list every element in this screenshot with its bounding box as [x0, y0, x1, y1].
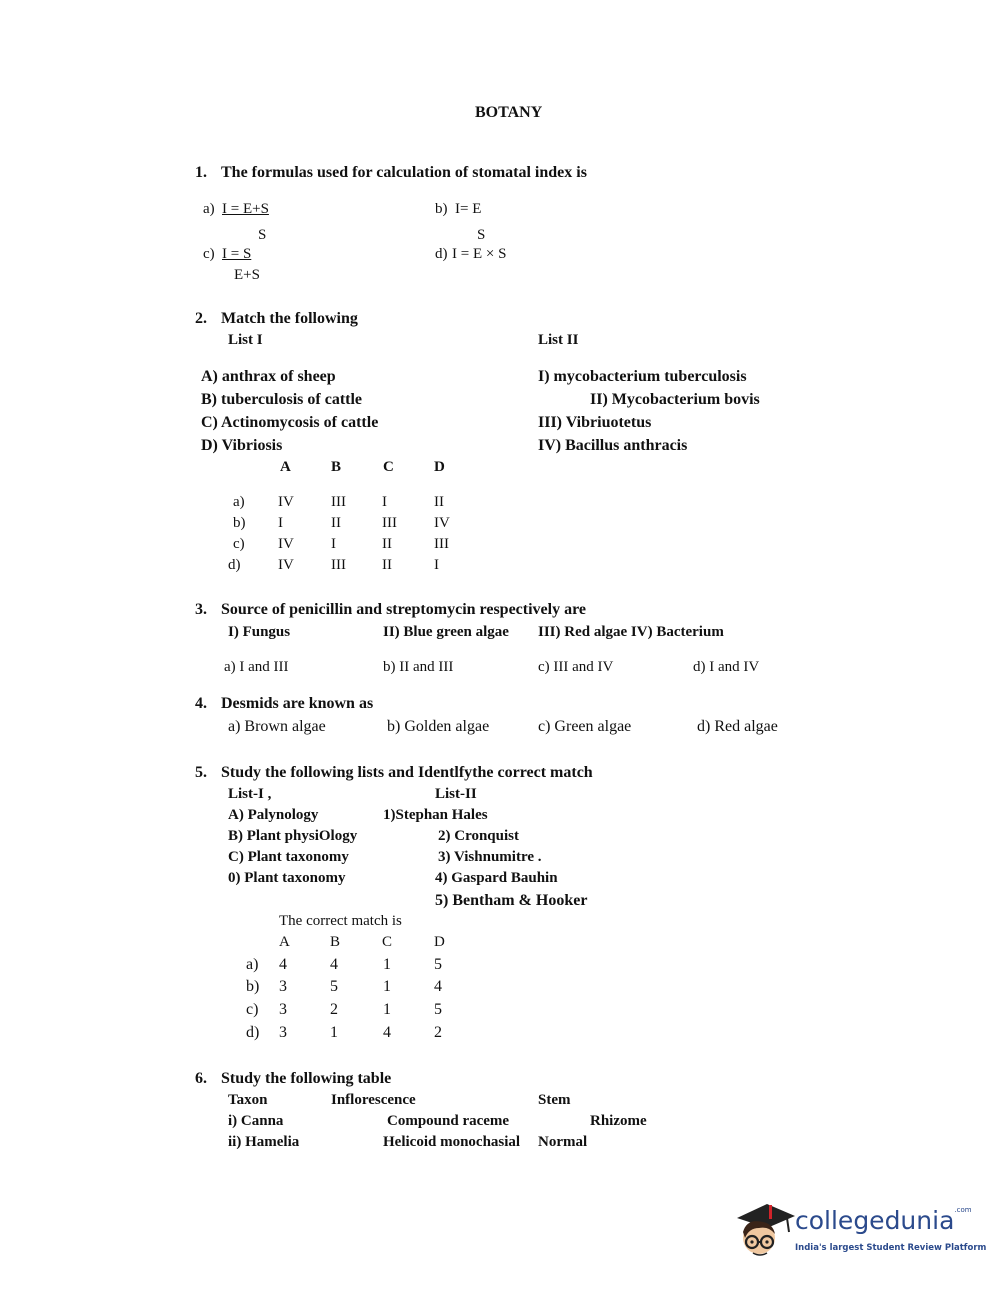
q5-option-value: 1 [383, 1001, 391, 1018]
q2-list2-item: II) Mycobacterium bovis [590, 391, 760, 408]
q2-option-value: I [434, 557, 439, 573]
q1-option-a-label: a) [203, 201, 215, 217]
q2-list1-item: A) anthrax of sheep [201, 368, 336, 385]
q5-option-value: 1 [330, 1024, 338, 1041]
q5-option-label: c) [246, 1001, 259, 1018]
q4-option: a) Brown algae [228, 718, 326, 735]
q6-table-cell: Compound raceme [387, 1113, 510, 1129]
mascot-icon [733, 1198, 795, 1264]
q6-table-cell: Normal [538, 1134, 588, 1150]
q2-option-value: II [331, 515, 341, 531]
q5-list1-item: 0) Plant taxonomy [228, 870, 346, 886]
q2-list1-heading: List I [228, 332, 263, 348]
q4-option: d) Red algae [697, 718, 778, 735]
q5-list1-item: C) Plant taxonomy [228, 849, 349, 865]
q1-option-b-denominator: S [477, 227, 486, 243]
q1-option-b-numerator: I= E [455, 201, 482, 217]
q5-option-value: 4 [330, 956, 338, 973]
q2-col-head: C [383, 459, 394, 475]
q6-table-cell: Helicoid monochasial [383, 1134, 521, 1150]
q5-list2-item: 3) Vishnumitre . [438, 849, 542, 865]
q6-table-cell: Rhizome [590, 1113, 647, 1129]
q3-item: III) Red algae IV) Bacterium [538, 624, 724, 640]
q2-option-value: III [434, 536, 449, 552]
q1-option-a-numerator: I = E+S [222, 201, 269, 217]
q1-option-b-label: b) [435, 201, 448, 217]
q3-item: II) Blue green algae [383, 624, 509, 640]
q2-list1-item: C) Actinomycosis of cattle [201, 414, 379, 431]
q5-match-text: The correct match is [279, 913, 402, 929]
brand-name: collegedunia$^{.com}$ [795, 1206, 972, 1235]
question-3-number: 3. [195, 601, 207, 618]
q3-option: d) I and IV [693, 659, 760, 675]
q5-option-label: b) [246, 978, 260, 995]
q5-option-value: 3 [279, 978, 287, 995]
collegedunia-logo [733, 1198, 987, 1266]
question-6-text: Study the following table [221, 1070, 392, 1087]
q2-option-value: IV [278, 494, 294, 510]
q2-option-value: I [382, 494, 387, 510]
q5-option-value: 1 [383, 956, 391, 973]
q2-option-label: a) [233, 494, 245, 510]
q5-col-head: B [330, 934, 341, 950]
q2-option-value: II [382, 536, 392, 552]
page-title: BOTANY [475, 104, 543, 121]
q2-list2-item: III) Vibriuotetus [538, 414, 652, 431]
q2-col-head: D [434, 459, 445, 475]
q2-option-value: III [382, 515, 397, 531]
q2-col-head: B [331, 459, 342, 475]
q2-option-value: I [331, 536, 336, 552]
q1-option-c-label: c) [203, 246, 215, 262]
q1-option-c-denominator: E+S [234, 267, 260, 283]
question-4-text: Desmids are known as [221, 695, 374, 712]
q5-option-value: 3 [279, 1024, 287, 1041]
question-4-number: 4. [195, 695, 207, 712]
question-3-text: Source of penicillin and streptomycin respectively are [221, 601, 587, 618]
q2-option-label: c) [233, 536, 245, 552]
q2-option-value: I [278, 515, 283, 531]
question-1-text: The formulas used for calculation of stomatal index is [221, 164, 587, 181]
q1-option-d-text: I = E × S [452, 246, 507, 262]
q5-option-value: 5 [434, 956, 442, 973]
q5-list2-item: 4) Gaspard Bauhin [435, 870, 558, 886]
q1-option-c-numerator: I = S [222, 246, 252, 262]
q4-option: c) Green algae [538, 718, 632, 735]
q5-list1-heading: List-I , [228, 786, 272, 802]
question-2-number: 2. [195, 310, 207, 327]
q2-col-head: A [280, 459, 291, 475]
q5-option-value: 5 [434, 1001, 442, 1018]
q2-option-value: IV [278, 536, 294, 552]
question-1-number: 1. [195, 164, 207, 181]
q5-col-head: C [382, 934, 393, 950]
q2-list1-item: D) Vibriosis [201, 437, 283, 454]
q5-option-value: 4 [434, 978, 442, 995]
q5-option-value: 2 [434, 1024, 442, 1041]
q2-option-value: III [331, 557, 346, 573]
q5-option-label: d) [246, 1024, 260, 1041]
q6-table-header: Inflorescence [331, 1092, 416, 1108]
q2-list2-item: IV) Bacillus anthracis [538, 437, 688, 454]
q5-option-value: 4 [383, 1024, 391, 1041]
q6-table-header: Taxon [228, 1092, 268, 1108]
q5-list2-heading: List-II [435, 786, 477, 802]
question-5-number: 5. [195, 764, 207, 781]
q5-list1-item: A) Palynology [228, 807, 319, 823]
q2-option-value: III [331, 494, 346, 510]
q2-list2-heading: List II [538, 332, 579, 348]
q2-option-label: d) [228, 557, 241, 573]
q6-table-cell: ii) Hamelia [228, 1134, 300, 1150]
brand-suffix: .com [954, 1206, 972, 1214]
q1-option-a-denominator: S [258, 227, 267, 243]
q5-list2-item: 2) Cronquist [438, 828, 519, 844]
q5-list2-item: 1)Stephan Hales [383, 807, 488, 823]
q5-option-value: 3 [279, 1001, 287, 1018]
brand-tagline: India's largest Student Review Platform [795, 1243, 987, 1253]
q5-list1-item: B) Plant physiOlogy [228, 828, 358, 844]
q4-option: b) Golden algae [387, 718, 490, 735]
q5-option-label: a) [246, 956, 259, 973]
q2-option-value: II [434, 494, 444, 510]
q3-option: c) III and IV [538, 659, 614, 675]
q2-option-value: II [382, 557, 392, 573]
q6-table-header: Stem [538, 1092, 571, 1108]
q6-table-cell: i) Canna [228, 1113, 284, 1129]
q3-option: b) II and III [383, 659, 454, 675]
question-5-text: Study the following lists and Identlfythe correct match [221, 764, 593, 781]
q2-option-value: IV [434, 515, 450, 531]
q5-option-value: 5 [330, 978, 338, 995]
q5-option-value: 4 [279, 956, 287, 973]
q5-col-head: A [279, 934, 290, 950]
question-2-text: Match the following [221, 310, 358, 327]
q2-option-label: b) [233, 515, 246, 531]
q2-option-value: IV [278, 557, 294, 573]
q2-list2-item: I) mycobacterium tuberculosis [538, 368, 747, 385]
q1-option-d-label: d) [435, 246, 448, 262]
q5-col-head: D [434, 934, 445, 950]
q5-list2-item: 5) Bentham & Hooker [435, 892, 588, 909]
question-6-number: 6. [195, 1070, 207, 1087]
q3-option: a) I and III [224, 659, 289, 675]
q3-item: I) Fungus [228, 624, 291, 640]
q5-option-value: 2 [330, 1001, 338, 1018]
q2-list1-item: B) tuberculosis of cattle [201, 391, 363, 408]
q5-option-value: 1 [383, 978, 391, 995]
